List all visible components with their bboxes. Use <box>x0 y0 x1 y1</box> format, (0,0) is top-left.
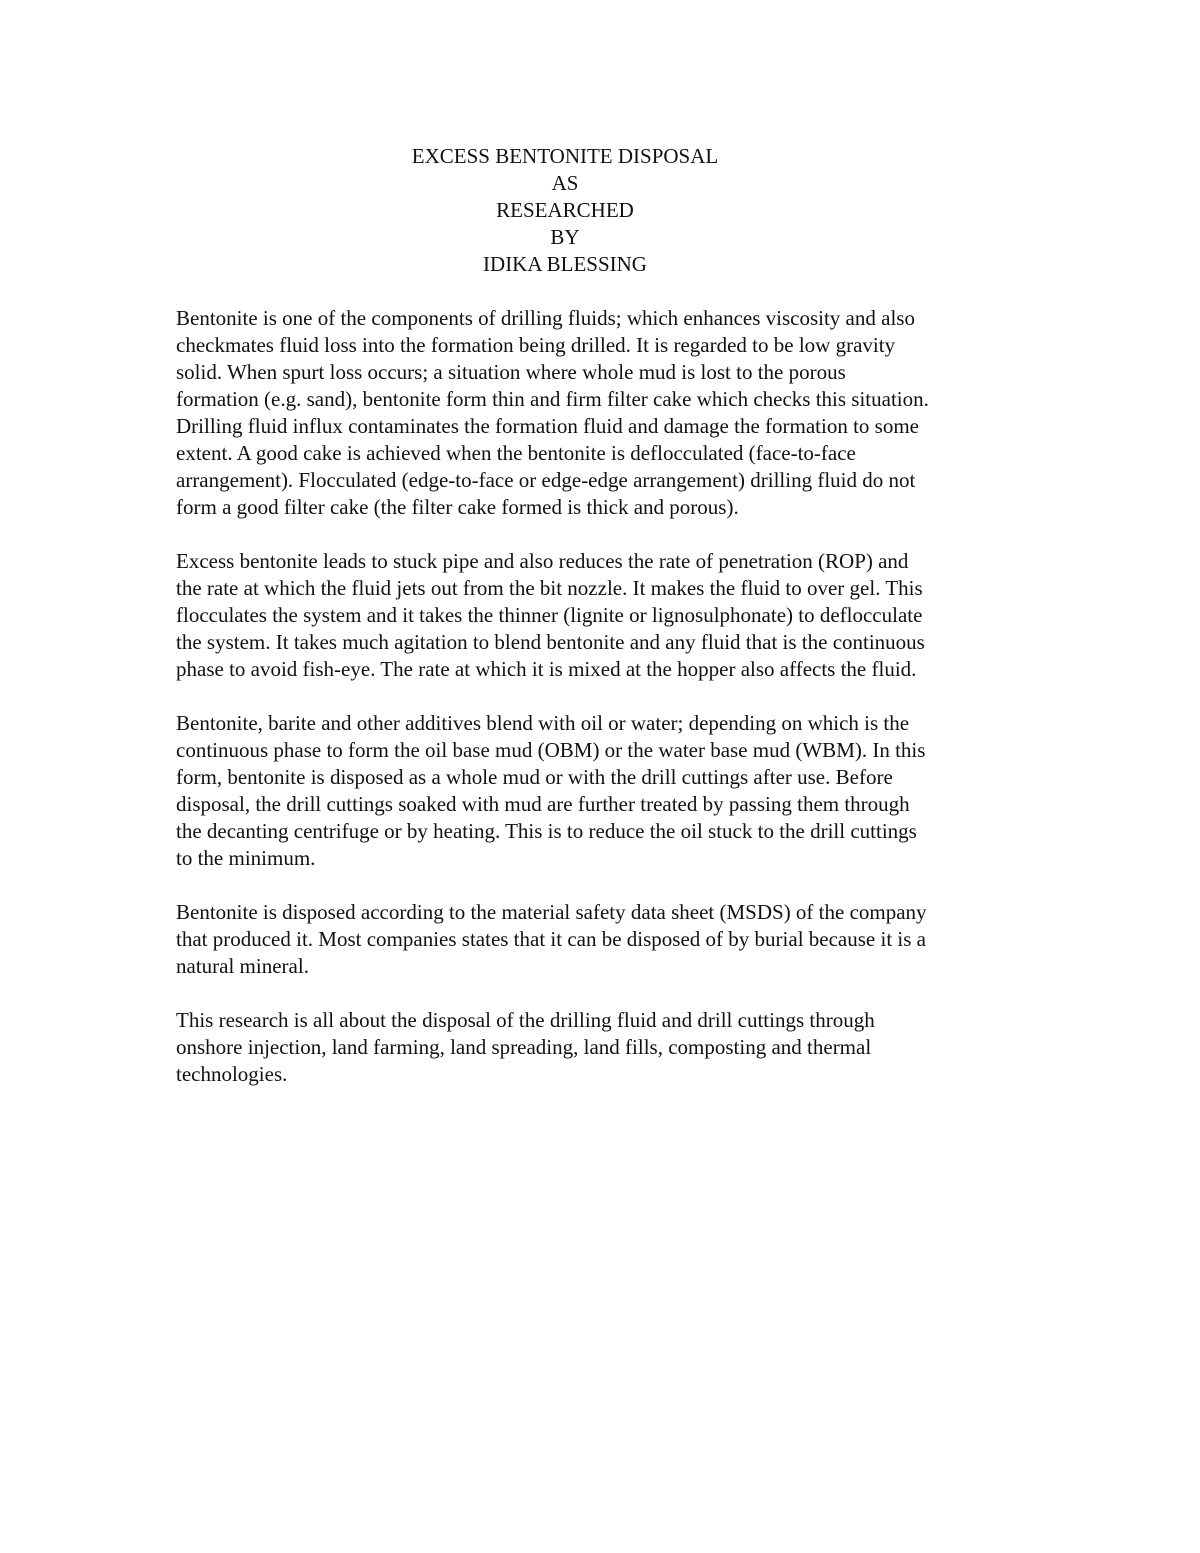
paragraph-excess-bentonite <box>176 548 1056 683</box>
text-line: form, bentonite is disposed as a whole mud or with the drill cuttings after use. Before <box>176 765 893 789</box>
text-line: to the minimum. <box>176 846 316 870</box>
text-line: the rate at which the fluid jets out from the bit nozzle. It makes the fluid to over gel. This <box>176 576 923 600</box>
text-line: checkmates fluid loss into the formation being drilled. It is regarded to be low gravity <box>176 333 896 357</box>
text-line: extent. A good cake is achieved when the bentonite is deflocculated (face-to-face <box>176 441 856 465</box>
text-line: the system. It takes much agitation to blend bentonite and any fluid that is the continuous <box>176 630 925 654</box>
text-line: that produced it. Most companies states that it can be disposed of by burial because it is a <box>176 927 926 951</box>
text-line: form a good filter cake (the filter cake formed is thick and porous). <box>176 495 739 519</box>
text-line: Bentonite, barite and other additives blend with oil or water; depending on which is the <box>176 711 910 735</box>
text-line: This research is all about the disposal of the drilling fluid and drill cuttings through <box>176 1008 875 1032</box>
paragraph-research-scope <box>176 1007 1056 1088</box>
title-line: AS <box>551 171 579 195</box>
text-line: Excess bentonite leads to stuck pipe and also reduces the rate of penetration (ROP) and <box>176 549 909 573</box>
text-line: phase to avoid fish-eye. The rate at which it is mixed at the hopper also affects the fluid. <box>176 657 917 681</box>
text-line: Bentonite is disposed according to the material safety data sheet (MSDS) of the company <box>176 900 927 924</box>
paragraph-msds <box>176 899 1056 980</box>
text-line: arrangement). Flocculated (edge-to-face or edge-edge arrangement) drilling fluid do not <box>176 468 916 492</box>
author-line: IDIKA BLESSING <box>483 252 647 276</box>
text-line: the decanting centrifuge or by heating. This is to reduce the oil stuck to the drill cuttings <box>176 819 917 843</box>
text-line: formation (e.g. sand), bentonite form thin and firm filter cake which checks this situation. <box>176 387 929 411</box>
text-line: flocculates the system and it takes the thinner (lignite or lignosulphonate) to deflocculate <box>176 603 923 627</box>
text-line: Bentonite is one of the components of drilling fluids; which enhances viscosity and also <box>176 306 915 330</box>
text-line: solid. When spurt loss occurs; a situation where whole mud is lost to the porous <box>176 360 846 384</box>
text-line: natural mineral. <box>176 954 309 978</box>
text-line: disposal, the drill cuttings soaked with mud are further treated by passing them through <box>176 792 910 816</box>
title-line: RESEARCHED <box>496 198 634 222</box>
title-line: BY <box>550 225 580 249</box>
text-line: continuous phase to form the oil base mud (OBM) or the water base mud (WBM). In this <box>176 738 926 762</box>
text-line: technologies. <box>176 1062 288 1086</box>
text-line: Drilling fluid influx contaminates the formation fluid and damage the formation to some <box>176 414 919 438</box>
title-line: EXCESS BENTONITE DISPOSAL <box>411 144 719 168</box>
document-body <box>176 305 1056 1115</box>
text-line: onshore injection, land farming, land spreading, land fills, composting and thermal <box>176 1035 872 1059</box>
paragraph-bentonite-intro <box>176 305 1056 521</box>
document-title <box>0 143 1130 278</box>
paragraph-blending <box>176 710 1056 872</box>
